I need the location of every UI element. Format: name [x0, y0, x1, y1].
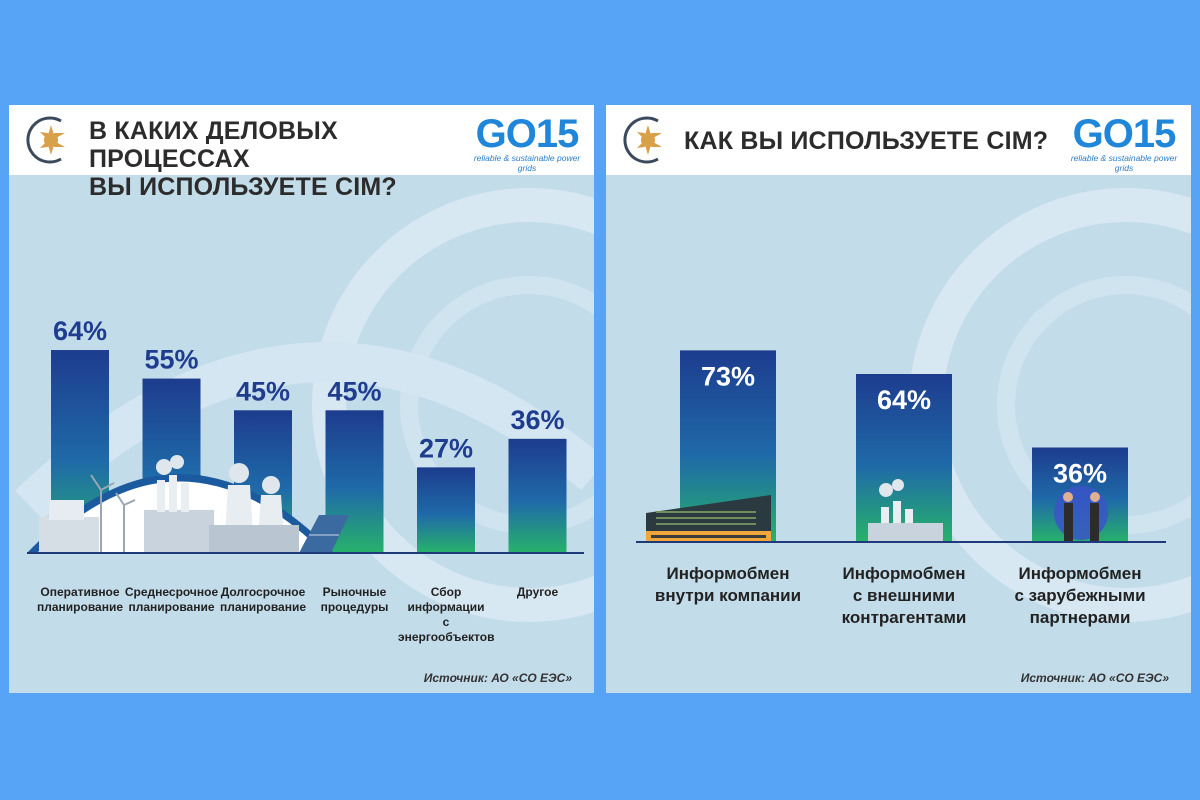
bar-value-label-3: 45%	[235, 376, 291, 407]
chart-title-line-1: В КАКИХ ДЕЛОВЫХ ПРОЦЕССАХ	[89, 117, 338, 173]
category-label-line: Информобмен	[842, 564, 966, 583]
bar-value-label-6: 36%	[510, 404, 565, 435]
source-note: Источник: АО «СО ЕЭС»	[423, 671, 572, 685]
bar-value-label-2: 55%	[144, 344, 199, 375]
bar-value-label-3: 36%	[1052, 458, 1108, 489]
category-label-line: Другое	[516, 585, 559, 599]
chart-title-line-2: ВЫ ИСПОЛЬЗУЕТЕ CIM?	[89, 173, 397, 201]
category-label-line: с энергообъектов	[398, 615, 495, 644]
category-label-4	[307, 585, 403, 615]
go15-logo-mark: GO15	[1072, 112, 1176, 156]
category-label-line: Информобмен	[666, 564, 790, 583]
category-label-line: партнерами	[1029, 608, 1131, 627]
chart-title: КАК ВЫ ИСПОЛЬЗУЕТЕ CIM?	[684, 127, 1049, 155]
go15-logo-tagline: reliable & sustainable power grids	[1070, 153, 1178, 173]
bar-value-label-1: 64%	[52, 316, 108, 347]
category-label-line: Сбор	[430, 585, 462, 599]
category-label-3	[215, 585, 311, 615]
source-note: Источник: АО «СО ЕЭС»	[1020, 671, 1169, 685]
bar-value-label-1: 73%	[700, 361, 756, 392]
category-label-line: планирование	[219, 600, 307, 614]
category-label-line: Оперативное	[40, 585, 120, 599]
category-label-line: Рыночные	[322, 585, 387, 599]
go15-logo-mark: GO15	[475, 112, 579, 156]
category-label-line: контрагентами	[841, 608, 967, 627]
chart-panel-business-processes	[9, 105, 594, 693]
category-label-6	[490, 585, 586, 600]
category-label-line: с внешними	[852, 586, 956, 605]
chart-panel-cim-usage	[606, 105, 1191, 693]
category-label-2	[124, 585, 220, 615]
bar-value-label-2: 64%	[876, 385, 932, 415]
category-label-line: Среднесрочное	[124, 585, 219, 599]
category-label-line: Долгосрочное	[220, 585, 306, 599]
category-label-5	[398, 585, 494, 645]
go15-logo-tagline: reliable & sustainable power grids	[473, 153, 581, 173]
power-plant-illustration	[27, 455, 584, 553]
bar-5	[417, 467, 475, 553]
category-label-line: с зарубежными	[1014, 586, 1146, 605]
bar-value-label-4: 45%	[327, 376, 382, 407]
category-label-2	[829, 563, 979, 629]
category-label-line: планирование	[128, 600, 215, 614]
category-label-3	[1005, 563, 1155, 629]
category-label-line: процедуры	[320, 600, 389, 614]
bar-6	[509, 439, 567, 553]
category-label-line: информации	[407, 600, 485, 614]
category-label-line: внутри компании	[654, 586, 802, 605]
bar-value-label-5: 27%	[418, 433, 474, 464]
category-label-1	[32, 585, 128, 615]
category-label-1	[653, 563, 803, 607]
category-label-line: планирование	[36, 600, 124, 614]
category-label-line: Информобмен	[1018, 564, 1142, 583]
